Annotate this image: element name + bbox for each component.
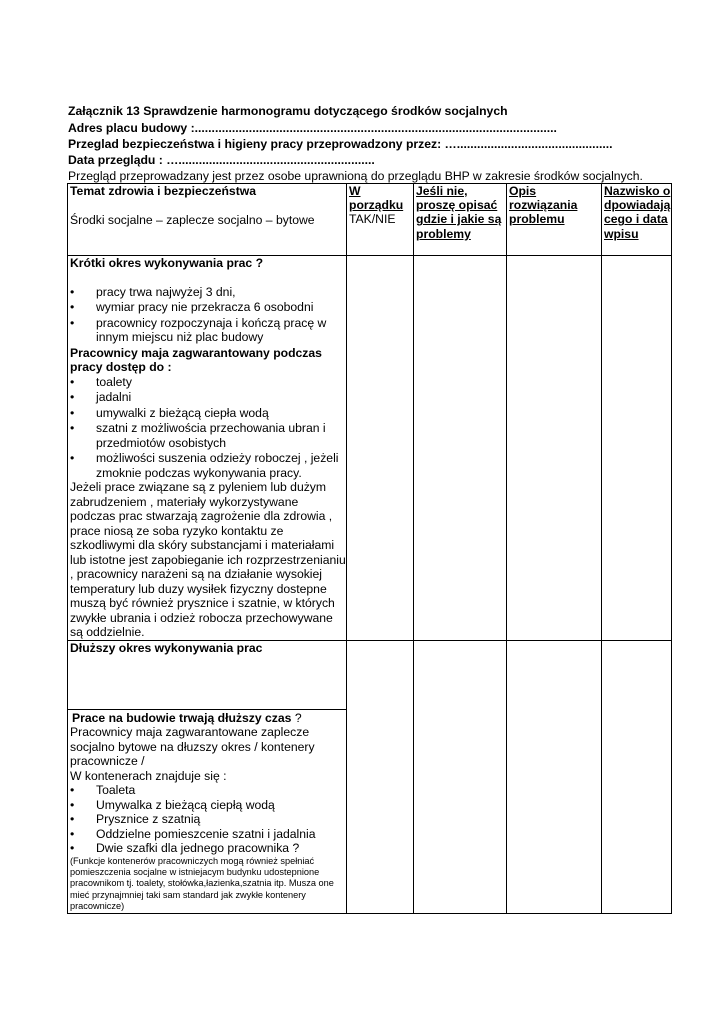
list-item: • Oddzielne pomieszcenie szatni i jadalnia	[70, 827, 346, 842]
list-item: • umywalki z bieżącą ciepła wodą	[70, 406, 346, 421]
short-period-row	[68, 256, 672, 641]
site-address-field: Adres placu budowy :...........................................................................................................	[68, 121, 557, 135]
header-ok-cell	[347, 184, 414, 256]
list-item: • szatni z możliwościa przechowania ubran i przedmiotów osobistych	[70, 421, 346, 450]
header-responsible-cell	[602, 184, 672, 256]
container-note: (Funkcje kontenerów pracowniczych mogą również spełniać pomieszczenia socjalne w istniejacym budynku udostepnione pracownikom tj. toalety, stołówka,łazienka,szatnia itp. Musza one mieć przynajmniej taki sam standard jak zwykłe kontenery pracownicze)	[70, 855, 334, 912]
container-list-intro: W kontenerach znajduje się :	[70, 768, 227, 783]
list-item: • jadalni	[70, 390, 346, 405]
header-solution-cell	[507, 184, 602, 256]
list-item: • Umywalka z bieżącą ciepłą wodą	[70, 798, 346, 813]
long-period-heading: Dłuższy okres wykonywania prac	[70, 640, 263, 655]
list-item: • Prysznice z szatnią	[70, 812, 346, 827]
inspector-field: Przeglad bezpieczeństwa i higieny pracy przeprowadzony przez: …..............................................	[68, 137, 613, 151]
header-ok-title: W porządku	[349, 184, 404, 213]
long-period-subheading-q: ?	[291, 710, 302, 725]
list-item: • pracownicy rozpoczynaja i kończą pracę w innym miejscu niż plac budowy	[70, 316, 346, 345]
long-period-row	[68, 640, 672, 913]
attachment-title: Załącznik 13 Sprawdzenie harmonogramu dotyczącego środków socjalnych	[68, 104, 508, 118]
long-solution-cell[interactable]	[507, 640, 602, 913]
short-responsible-cell[interactable]	[602, 256, 672, 641]
inspection-note: Przegląd przeprowadzany jest przez osobe uprawnioną do przeglądu BHP w zakresie środków socjalnych.	[68, 169, 643, 183]
short-solution-cell[interactable]	[507, 256, 602, 641]
long-responsible-cell[interactable]	[602, 640, 672, 913]
header-topic-title: Temat zdrowia i bezpieczeństwa	[70, 184, 257, 198]
table-header-row	[68, 184, 672, 256]
list-item: • pracy trwa najwyżej 3 dni,	[70, 285, 346, 300]
list-item: • Dwie szafki dla jednego pracownika ?	[70, 841, 346, 856]
header-problems-cell	[414, 184, 507, 256]
header-ok-subtitle: TAK/NIE	[349, 212, 396, 227]
inspection-date-field: Data przeglądu : …..........................................................	[68, 153, 375, 167]
long-ok-cell[interactable]	[347, 640, 414, 913]
long-problems-cell[interactable]	[414, 640, 507, 913]
access-heading: Pracownicy maja zagwarantowany podczas pracy dostęp do :	[70, 345, 322, 374]
container-paragraph: Pracownicy maja zagwarantowane zaplecze socjalno bytowe na dłuzszy okres / kontenery pracownicze /	[70, 725, 315, 768]
header-topic-cell	[68, 184, 347, 256]
long-period-subheading: Prace na budowie trwają dłuższy czas	[72, 710, 292, 725]
header-problems-title: Jeśli nie, proszę opisać gdzie i jakie są problemy	[416, 184, 502, 241]
short-problems-cell[interactable]	[414, 256, 507, 641]
list-item: • możliwości suszenia odzieży roboczej , jeżeli zmoknie podczas wykonywania pracy.	[70, 451, 346, 480]
long-period-cell	[68, 640, 347, 913]
hazard-paragraph: Jeżeli prace związane są z pyleniem lub dużym zabrudzeniem , materiały wykorzystywane podczas prac stwarzają zagrożenie dla zdrowia , prace niosą ze soba ryzyko kontaktu ze szkodliwymi dla skóry substancjami i materiałami lub istotne jest zapobieganie ich rozprzestrzenianiu , pracownicy narażeni są na działanie wysokiej temperatury lub duzy wysiłek fizyczny dostepne muszą być również prysznice i szatnie, w których zwykłe ubrania i odzież robocza przechowywane są oddzielnie.	[70, 480, 346, 639]
list-item: • Toaleta	[70, 783, 346, 798]
short-period-cell	[68, 256, 347, 641]
short-ok-cell[interactable]	[347, 256, 414, 641]
list-item: • wymiar pracy nie przekracza 6 osobodni	[70, 300, 346, 315]
header-responsible-title: Nazwisko odpowiadającego i data wpisu	[604, 184, 671, 241]
header-solution-title: Opis rozwiązania problemu	[509, 184, 578, 227]
short-period-heading: Krótki okres wykonywania prac ?	[70, 256, 264, 270]
header-topic-subtitle: Środki socjalne – zaplecze socjalno – bytowe	[70, 212, 315, 227]
list-item: • toalety	[70, 375, 346, 390]
checklist-table	[67, 183, 672, 914]
